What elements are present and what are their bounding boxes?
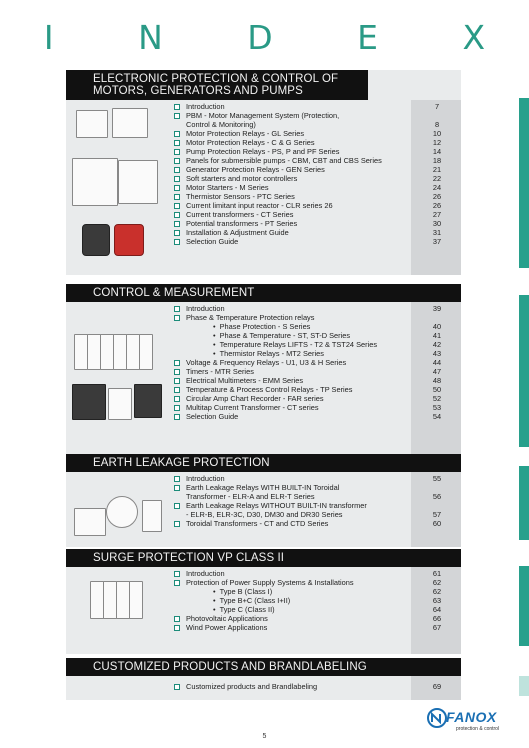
index-entry [172, 111, 461, 120]
entry-page-number: 40 [432, 322, 442, 331]
square-bullet-icon [174, 485, 180, 491]
index-entry [172, 322, 461, 331]
square-bullet-icon [174, 476, 180, 482]
entry-text: Customized products and Brandlabeling [186, 682, 318, 691]
entry-text: Motor Starters - M Series [186, 183, 269, 192]
entry-text: Introduction [186, 474, 225, 483]
entry-page-number: 42 [432, 340, 442, 349]
item-list [172, 569, 461, 632]
square-bullet-icon [174, 167, 180, 173]
entry-text: Motor Protection Relays - GL Series [186, 129, 305, 138]
entry-text: Earth Leakage Relays WITH BUILT-IN Toroidal [186, 483, 340, 492]
entry-page-number: 30 [432, 219, 442, 228]
entry-text: Protection of Power Supply Systems & Installations [186, 578, 354, 587]
entry-text: Toroidal Transformers - CT and CTD Series [186, 519, 329, 528]
entry-page-number: 62 [432, 587, 442, 596]
index-entry [172, 147, 461, 156]
square-bullet-icon [174, 203, 180, 209]
entry-page-number: 48 [432, 376, 442, 385]
entry-page-number: 43 [432, 349, 442, 358]
square-bullet-icon [174, 521, 180, 527]
section-heading [66, 70, 368, 100]
entry-page-number: 7 [434, 102, 440, 111]
entry-page-number: 64 [432, 605, 442, 614]
index-entry [172, 192, 461, 201]
entry-text: Introduction [186, 102, 225, 111]
entry-page-number: 47 [432, 367, 442, 376]
section-customized [66, 658, 461, 700]
section-heading [66, 454, 461, 472]
entry-page-number: 60 [432, 519, 442, 528]
index-entry [172, 201, 461, 210]
entry-page-number: 56 [432, 492, 442, 501]
entry-text: Selection Guide [186, 237, 239, 246]
entry-text: Timers - MTR Series [186, 367, 254, 376]
square-bullet-icon [174, 306, 180, 312]
entry-page-number: 55 [432, 474, 442, 483]
section-heading-text: ELECTRONIC PROTECTION & CONTROL OF MOTORS, GENERATORS AND PUMPS [93, 73, 339, 97]
index-entry [172, 623, 461, 632]
square-bullet-icon [174, 230, 180, 236]
entry-page-number: 50 [432, 385, 442, 394]
side-tab [519, 295, 529, 447]
square-bullet-icon [174, 625, 180, 631]
entry-text: Installation & Adjustment Guide [186, 228, 289, 237]
square-bullet-icon [174, 158, 180, 164]
entry-page-number: 12 [432, 138, 442, 147]
section-earth-leakage [66, 454, 461, 547]
index-entry [172, 587, 461, 596]
entry-text: Temperature & Process Control Relays - TP Series [186, 385, 353, 394]
square-bullet-icon [174, 571, 180, 577]
index-entry [172, 138, 461, 147]
entry-text: PBM - Motor Management System (Protection, [186, 111, 340, 120]
entry-text: Selection Guide [186, 412, 239, 421]
entry-page-number: 14 [432, 147, 442, 156]
index-entry [172, 210, 461, 219]
entry-text: Photovoltaic Applications [186, 614, 268, 623]
index-entry [172, 228, 461, 237]
square-bullet-icon [174, 360, 180, 366]
entry-text: Thermistor Sensors - PTC Series [186, 192, 295, 201]
square-bullet-icon [174, 104, 180, 110]
square-bullet-icon [174, 414, 180, 420]
entry-text: Multitap Current Transformer - CT series [186, 403, 319, 412]
entry-text: • Type C (Class II) [213, 605, 275, 614]
entry-page-number: 67 [432, 623, 442, 632]
entry-text: Current transformers - CT Series [186, 210, 294, 219]
entry-text: Introduction [186, 569, 225, 578]
entry-page-number: 53 [432, 403, 442, 412]
entry-text: • Phase Protection - S Series [213, 322, 310, 331]
entry-text: • Temperature Relays LIFTS - T2 & TST24 Series [213, 340, 377, 349]
entry-page-number: 54 [432, 412, 442, 421]
section-heading-text: CONTROL & MEASUREMENT [93, 287, 255, 299]
index-entry [172, 376, 461, 385]
entry-text: Soft starters and motor controllers [186, 174, 298, 183]
entry-text: Control & Monitoring) [186, 120, 256, 129]
index-entry [172, 385, 461, 394]
square-bullet-icon [174, 176, 180, 182]
entry-page-number: 63 [432, 596, 442, 605]
index-entry [172, 219, 461, 228]
index-entry [172, 412, 461, 421]
entry-text: Circular Amp Chart Recorder - FAR series [186, 394, 324, 403]
square-bullet-icon [174, 221, 180, 227]
entry-text: Electrical Multimeters - EMM Series [186, 376, 304, 385]
square-bullet-icon [174, 239, 180, 245]
side-tab [519, 466, 529, 540]
side-tab [519, 566, 529, 646]
entry-page-number: 57 [432, 510, 442, 519]
section-heading-text: SURGE PROTECTION VP CLASS II [93, 552, 285, 564]
company-logo [426, 708, 516, 736]
entry-text: Wind Power Applications [186, 623, 268, 632]
square-bullet-icon [174, 580, 180, 586]
index-entry [172, 519, 461, 528]
index-entry [172, 474, 461, 483]
entry-text: • Type B (Class I) [213, 587, 272, 596]
entry-text: Pump Protection Relays - PS, P and PF Series [186, 147, 340, 156]
entry-page-number: 62 [432, 578, 442, 587]
square-bullet-icon [174, 131, 180, 137]
square-bullet-icon [174, 140, 180, 146]
item-list [172, 304, 461, 421]
section-heading [66, 658, 461, 676]
index-entry [172, 174, 461, 183]
product-images-earth-leakage [70, 478, 166, 542]
entry-page-number: 37 [432, 237, 442, 246]
index-entry [172, 569, 461, 578]
logo-tagline: protection & control [456, 726, 500, 732]
index-entry [172, 156, 461, 165]
entry-page-number: 26 [432, 201, 442, 210]
section-heading [66, 549, 461, 567]
square-bullet-icon [174, 503, 180, 509]
index-entry [172, 129, 461, 138]
square-bullet-icon [174, 315, 180, 321]
section-control-measurement [66, 284, 461, 459]
section-heading [66, 284, 461, 302]
entry-text: - ELR-B, ELR-3C, D30, DM30 and DR30 Series [186, 510, 343, 519]
entry-page-number: 31 [432, 228, 442, 237]
item-list [172, 474, 461, 528]
entry-text: Potential transformers - PT Series [186, 219, 298, 228]
entry-text: • Thermistor Relays - MT2 Series [213, 349, 324, 358]
square-bullet-icon [174, 405, 180, 411]
square-bullet-icon [174, 113, 180, 119]
index-entry [172, 596, 461, 605]
entry-page-number: 22 [432, 174, 442, 183]
entry-page-number: 21 [432, 165, 442, 174]
entry-text: Voltage & Frequency Relays - U1, U3 & H Series [186, 358, 347, 367]
entry-text: Transformer - ELR-A and ELR-T Series [186, 492, 315, 501]
index-entry [172, 102, 461, 111]
entry-page-number: 52 [432, 394, 442, 403]
entry-text: • Type B+C (Class I+II) [213, 596, 290, 605]
item-list [172, 102, 461, 246]
entry-page-number: 24 [432, 183, 442, 192]
entry-text: Earth Leakage Relays WITHOUT BUILT-IN transformer [186, 501, 367, 510]
index-entry [172, 183, 461, 192]
logo-mark-icon [426, 708, 448, 728]
section-motors [66, 70, 461, 275]
index-entry [172, 510, 461, 519]
side-tab [519, 676, 529, 696]
entry-text: Introduction [186, 304, 225, 313]
index-entry [172, 367, 461, 376]
entry-text: Panels for submersible pumps - CBM, CBT and CBS Series [186, 156, 382, 165]
page-number: 5 [262, 733, 267, 740]
section-surge-protection [66, 549, 461, 654]
logo-name: FANOX [446, 709, 497, 725]
entry-text: • Phase & Temperature - ST, ST-D Series [213, 331, 350, 340]
entry-text: Motor Protection Relays - C & G Series [186, 138, 315, 147]
index-entry [172, 403, 461, 412]
square-bullet-icon [174, 616, 180, 622]
index-entry [172, 304, 461, 313]
entry-page-number: 44 [432, 358, 442, 367]
square-bullet-icon [174, 194, 180, 200]
index-entry [172, 394, 461, 403]
index-entry [172, 237, 461, 246]
entry-page-number: 66 [432, 614, 442, 623]
square-bullet-icon [174, 149, 180, 155]
item-list [172, 682, 461, 691]
square-bullet-icon [174, 378, 180, 384]
entry-page-number: 41 [432, 331, 442, 340]
square-bullet-icon [174, 387, 180, 393]
index-entry [172, 358, 461, 367]
index-entry [172, 120, 461, 129]
entry-page-number: 69 [432, 682, 442, 691]
index-entry [172, 501, 461, 510]
index-entry [172, 492, 461, 501]
entry-page-number: 8 [434, 120, 440, 129]
entry-text: Current limitant input reactor - CLR series 26 [186, 201, 333, 210]
section-heading-text: CUSTOMIZED PRODUCTS AND BRANDLABELING [93, 661, 367, 673]
entry-text: Phase & Temperature Protection relays [186, 313, 315, 322]
index-entry [172, 483, 461, 492]
index-entry [172, 614, 461, 623]
product-images-motors [70, 104, 166, 264]
index-entry [172, 340, 461, 349]
product-images-control [70, 308, 166, 448]
entry-page-number: 18 [432, 156, 442, 165]
entry-text: Generator Protection Relays - GEN Series [186, 165, 325, 174]
index-entry [172, 331, 461, 340]
index-entry [172, 605, 461, 614]
square-bullet-icon [174, 684, 180, 690]
side-tab [519, 98, 529, 268]
square-bullet-icon [174, 396, 180, 402]
entry-page-number: 61 [432, 569, 442, 578]
square-bullet-icon [174, 369, 180, 375]
square-bullet-icon [174, 185, 180, 191]
entry-page-number: 26 [432, 192, 442, 201]
entry-page-number: 27 [432, 210, 442, 219]
entry-page-number: 10 [432, 129, 442, 138]
index-title: I N D E X [43, 18, 523, 57]
index-entry [172, 578, 461, 587]
index-entry [172, 349, 461, 358]
section-heading-text: EARTH LEAKAGE PROTECTION [93, 457, 270, 469]
index-entry [172, 165, 461, 174]
product-images-surge [70, 575, 166, 645]
square-bullet-icon [174, 212, 180, 218]
index-entry [172, 682, 461, 691]
entry-page-number: 39 [432, 304, 442, 313]
index-entry [172, 313, 461, 322]
